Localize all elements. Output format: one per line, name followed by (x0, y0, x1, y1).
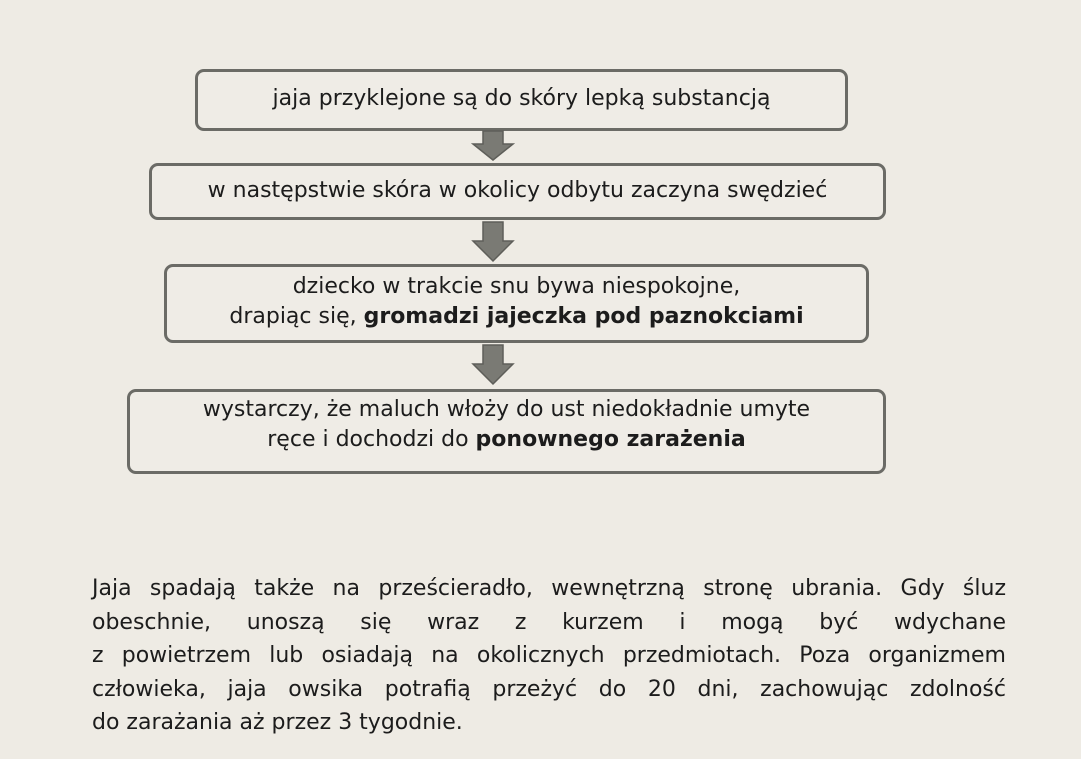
paragraph-line: Jaja spadają także na prześcieradło, wewnętrzną stronę ubrania. Gdy śluz (92, 576, 1006, 601)
flow-step-4-line-1: wystarczy, że maluch włoży do ust niedokładnie umyte (202, 397, 811, 422)
flow-step-1 (195, 69, 848, 131)
flow-step-3 (164, 264, 869, 343)
paragraph-line: człowieka, jaja owsika potrafią przeżyć do 20 dni, zachowując zdolność (92, 676, 1006, 702)
down-arrow-icon (470, 221, 516, 263)
down-arrow-icon (470, 344, 516, 386)
flow-step-4-line-2-plain: ręce i dochodzi do (267, 427, 476, 452)
flow-step-2-text: w następstwie skóra w okolicy odbytu zaczyna swędzieć (207, 178, 828, 203)
flow-step-3-line-1: dziecko w trakcie snu bywa niespokojne, (292, 274, 741, 299)
flow-step-3-line-2 (167, 302, 866, 332)
description-paragraph (92, 572, 1006, 740)
flow-step-4-line-2 (130, 425, 883, 455)
flow-step-4-line-2-bold: ponownego zarażenia (475, 427, 746, 452)
flow-step-4 (127, 389, 886, 474)
flow-step-3-line-2-bold: gromadzi jajeczka pod paznokciami (363, 304, 804, 329)
paragraph-line: do zarażania aż przez 3 tygodnie. (92, 710, 463, 735)
down-arrow-icon (470, 130, 516, 162)
flow-step-3-line-2-plain: drapiąc się, (229, 304, 364, 329)
paragraph-line: obeschnie, unoszą się wraz z kurzem i mogą być wdychane (92, 609, 1006, 635)
paragraph-line: z powietrzem lub osiadają na okolicznych przedmiotach. Poza organizmem (92, 643, 1006, 668)
flow-step-1-text: jaja przyklejone są do skóry lepką substancją (272, 86, 771, 111)
flow-step-2 (149, 163, 886, 220)
